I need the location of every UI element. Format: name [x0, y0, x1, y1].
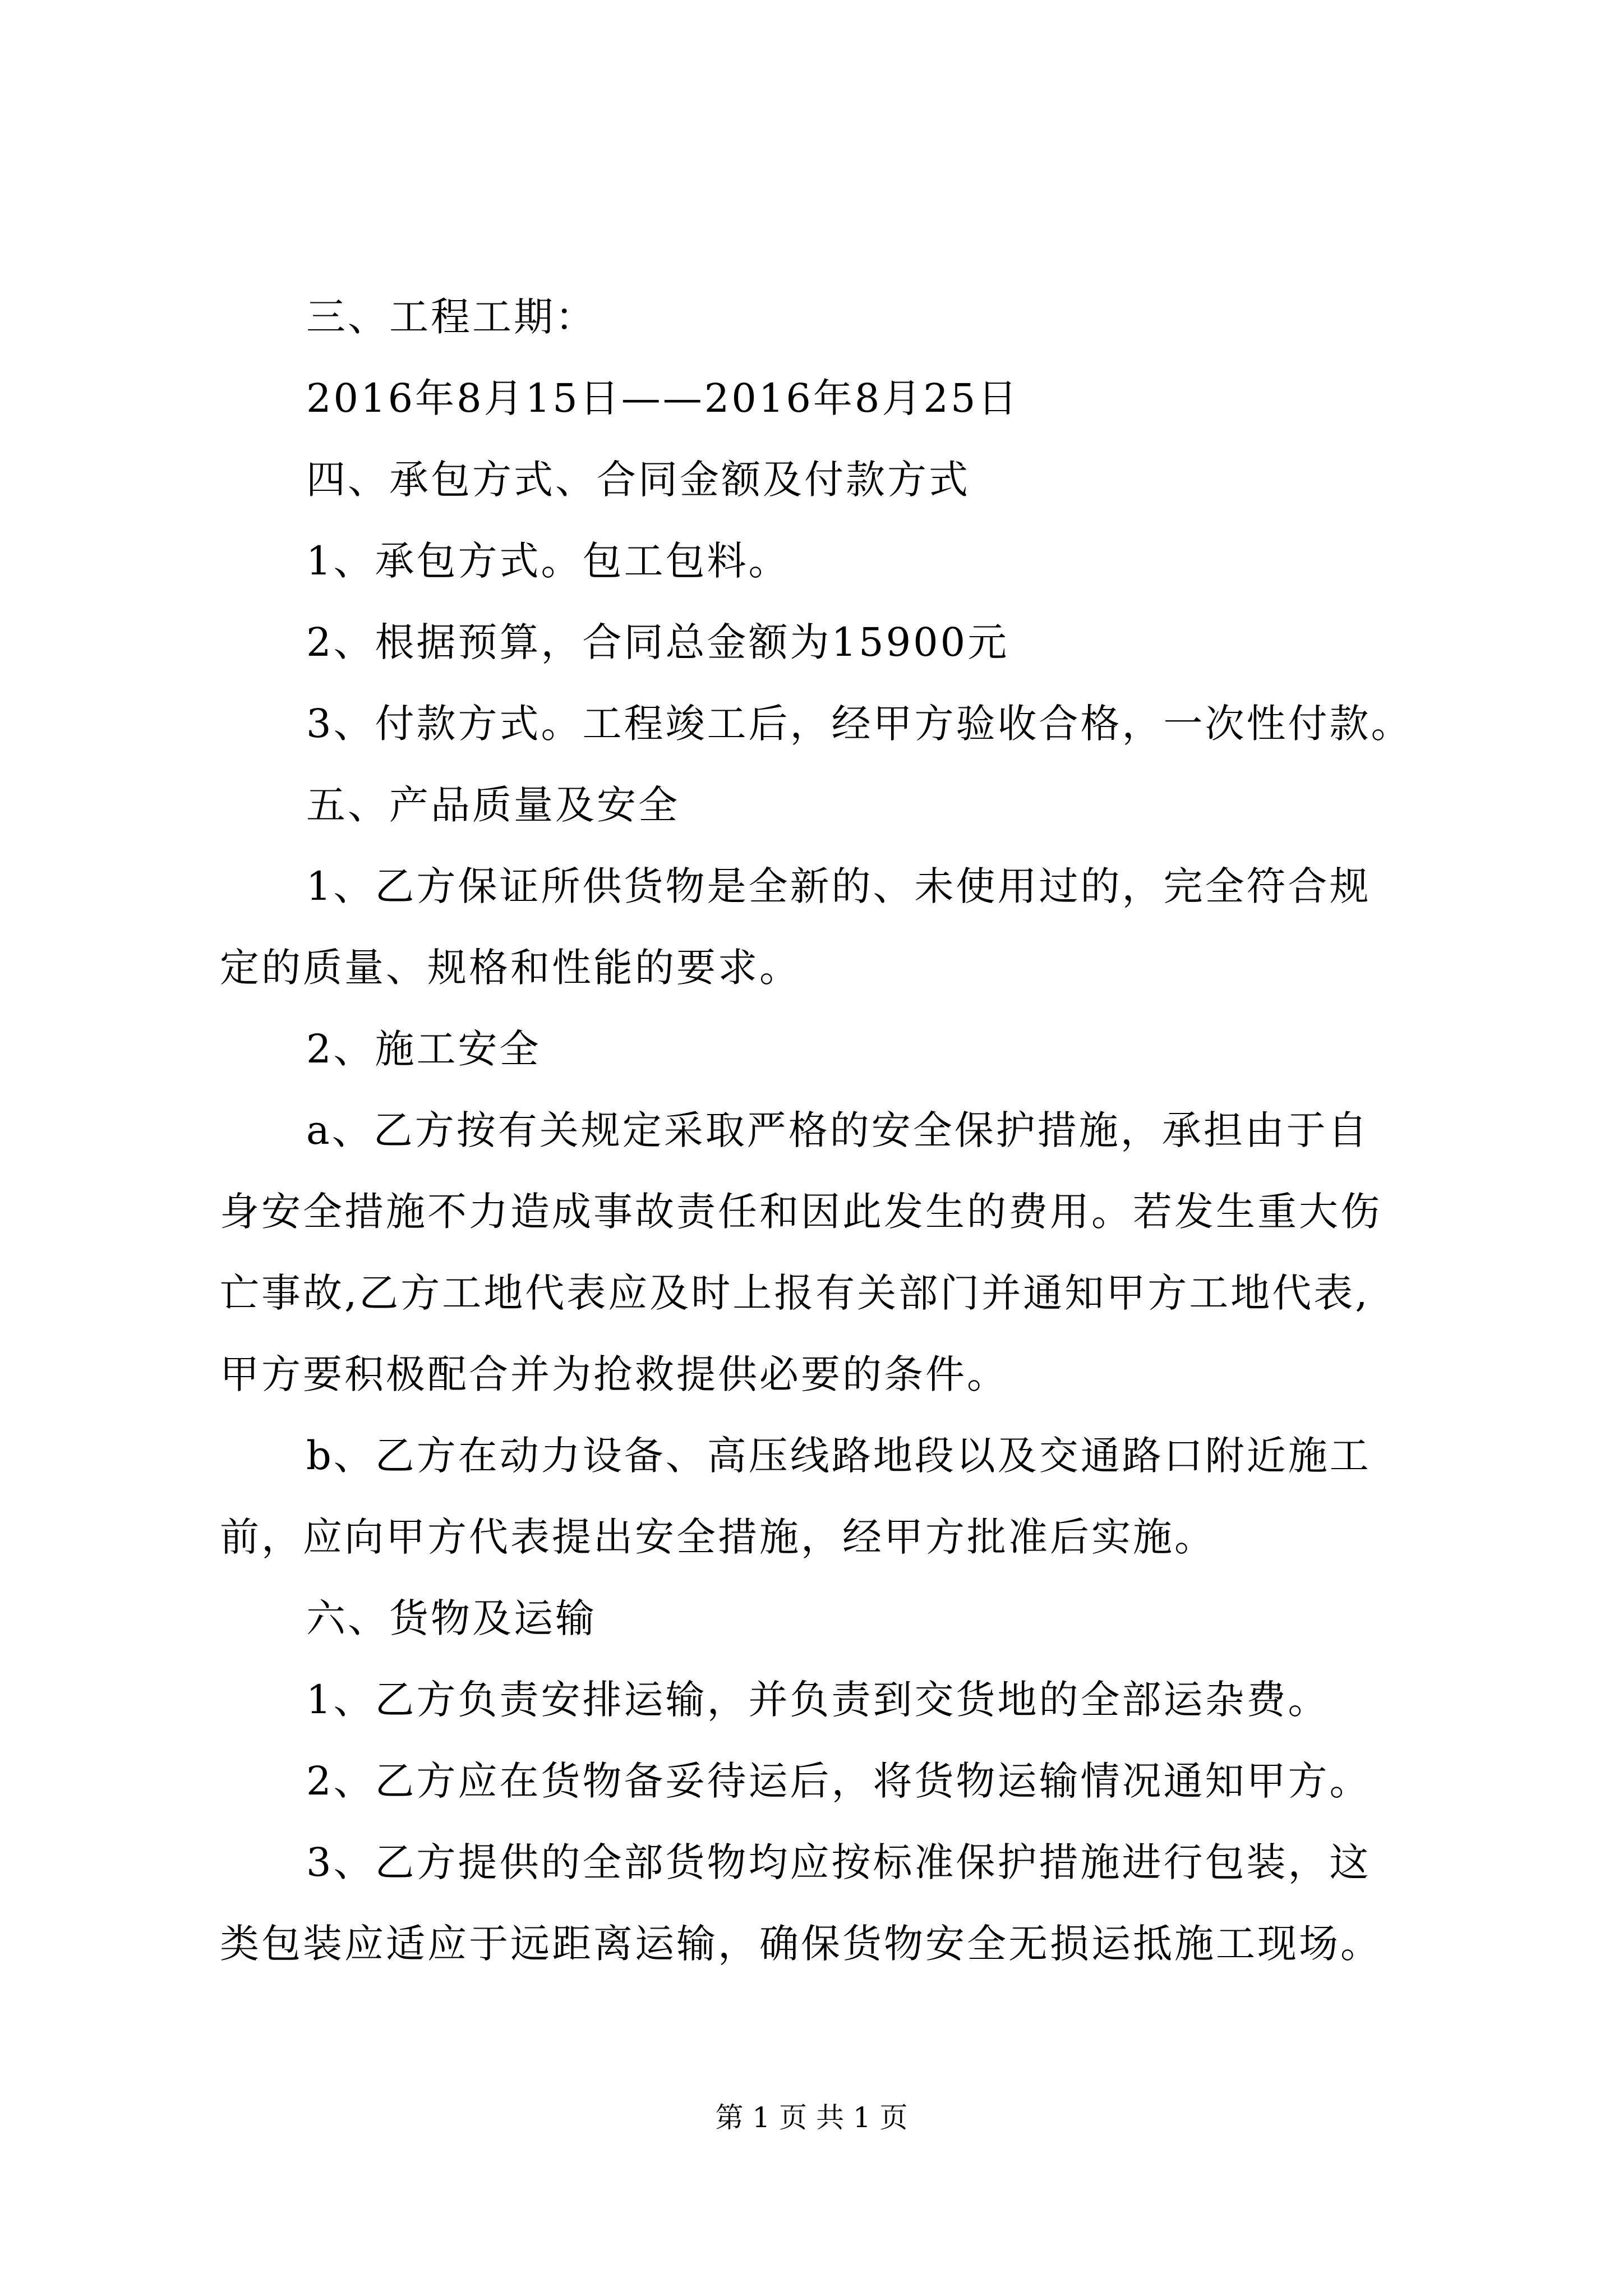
paragraph-line: 亡事故,乙方工地代表应及时上报有关部门并通知甲方工地代表,	[220, 1270, 1370, 1316]
paragraph-line: 身安全措施不力造成事故责任和因此发生的费用。若发生重大伤	[220, 1189, 1382, 1235]
paragraph-line: 前，应向甲方代表提出安全措施，经甲方批准后实施。	[220, 1514, 1216, 1560]
page-number-footer: 第 1 页 共 1 页	[715, 2101, 908, 2134]
section-heading-transport: 六、货物及运输	[306, 1595, 597, 1641]
paragraph-line: 3、付款方式。工程竣工后，经甲方验收合格，一次性付款。	[306, 701, 1413, 747]
section-heading-contract: 四、承包方式、合同金额及付款方式	[306, 457, 970, 503]
paragraph-line: 1、乙方负责安排运输，并负责到交货地的全部运杂费。	[306, 1677, 1330, 1723]
paragraph-line: 1、承包方式。包工包料。	[306, 538, 790, 584]
paragraph-line: 3、乙方提供的全部货物均应按标准保护措施进行包装，这	[306, 1839, 1371, 1885]
section-heading-schedule: 三、工程工期：	[306, 294, 597, 340]
paragraph-line: 类包装应适应于远距离运输，确保货物安全无损运抵施工现场。	[220, 1921, 1382, 1967]
paragraph-line: 2、根据预算，合同总金额为15900元	[306, 619, 1009, 665]
paragraph-line: 定的质量、规格和性能的要求。	[220, 945, 801, 991]
paragraph-line: b、乙方在动力设备、高压线路地段以及交通路口附近施工	[306, 1433, 1371, 1479]
subheading-safety: 2、施工安全	[306, 1026, 541, 1072]
schedule-dates: 2016年8月15日——2016年8月25日	[306, 375, 1020, 421]
paragraph-line: 甲方要积极配合并为抢救提供必要的条件。	[220, 1351, 1008, 1397]
paragraph-line: a、乙方按有关规定采取严格的安全保护措施，承担由于自	[306, 1107, 1370, 1153]
paragraph-line: 1、乙方保证所供货物是全新的、未使用过的，完全符合规	[306, 863, 1371, 909]
paragraph-line: 2、乙方应在货物备妥待运后，将货物运输情况通知甲方。	[306, 1758, 1371, 1804]
section-heading-quality: 五、产品质量及安全	[306, 782, 680, 828]
